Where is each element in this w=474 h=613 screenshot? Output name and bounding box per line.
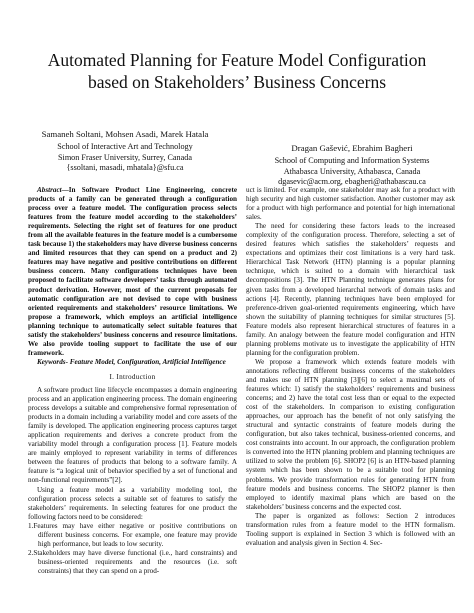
keywords: Keywords- Feature Model, Configuration, Artificial Intelligence — [37, 357, 226, 366]
abstract — [28, 186, 237, 358]
author-affiliation: School of Interactive Art and Technology — [57, 142, 193, 152]
body-paragraph: The need for considering these factors leads to the increased complexity of the configuration process. Therefore, selecting a set of desired features which satisfies the stakeholders’ requests and expectations and optimizes their cost limitations is a very hard task. Hierarchical Task Network (HTN) planning is a popular planning technique, which is suited to a domain with hierarchical task decompositions [3]. The HTN Planning technique generates plans for given tasks from a developed hierarchal network of domain tasks and actions [4]. Recently, planning techniques have been employed for preference-driven goal-oriented requirements engineering, which have shown the suitability of planning techniques for similar structures [5]. Feature models also represent hierarchical structures of features in a family. An analogy between the feature model configuration and HTN planning problems motivate us to investigate the applicability of HTN planning for the configuration problem. — [246, 222, 455, 357]
left-column — [28, 186, 237, 576]
body-paragraph: We propose a framework which extends feature models with annotations reflecting different business concerns of the stakeholders and makes use of HTN planning [3][6] to select a maximal sets of features which: 1) satisfy the stakeholders’ requirements and business concerns; and 2) have the total cost less than or equal to the expected cost of the stakeholders. In comparison to existing configuration approaches, our approach has the benefit of not only satisfying the structural and syntactic constraints of feature models during the configuration, but also takes technical, business-oriented concerns, and cost constraints into account. In our approach, the configuration problem is converted into the HTN planning problem and planning techniques are utilized to solve the problem [6]. SHOP2 [6] is an HTN-based planning system which has been shown to be a suitable tool for planning problems. We provide transformation rules for generating HTN from feature models and business concerns. The SHOP2 planner is then employed to identify maximal plans which are based on the stakeholders’ business concerns and the expected cost. — [246, 357, 455, 511]
intro-paragraph: A software product line lifecycle encompasses a domain engineering process and an application engineering process. The domain engineering process develops a suitable and comprehensive formal representation of products in a domain including a variability model and core assets of the family is developed. The application engineering process captures target application requirements and derives a concrete product from the variability model through a configuration process [1]. Feature models are mainly employed to represent variability in terms of differences between the features of products that belong to a software family. A feature is “a logical unit of behavior specified by a set of functional and non-functional requirements”[2]. — [28, 385, 237, 485]
paper-title: Automated Planning for Feature Model Configuration based on Stakeholders’ Business Concerns — [47, 50, 427, 92]
author-institution: Athabasca University, Athabasca, Canada — [283, 166, 421, 176]
list-item: 2.Stakeholders may have diverse functional (i.e., hard constraints) and business-oriented requirements and the resources (i.e. soft constraints) that they can spend on a prod- — [28, 548, 237, 575]
intro-paragraph: Using a feature model as a variability modeling tool, the configuration process selects a suitable set of features to satisfy the stakeholders’ requirements. In selecting features for one product the following factors need to be considered: — [28, 485, 237, 521]
body-paragraph: uct is limited. For example, one stakeholder may ask for a product with high security and high customer satisfaction. Another customer may ask for a product with high performance and potential for high international sales. — [246, 186, 455, 222]
author-institution: Simon Fraser University, Surrey, Canada — [57, 152, 192, 162]
author-names: Samaneh Soltani, Mohsen Asadi, Marek Hatala — [41, 129, 209, 139]
factor-list — [28, 522, 237, 576]
section-heading: I. Introduction — [109, 372, 156, 381]
author-block-right — [252, 143, 452, 188]
list-item: 1.Features may have either negative or positive contributions on different business concerns. For example, one feature may provide high performance, but leads to low security. — [28, 521, 237, 548]
author-block-left — [30, 129, 220, 174]
author-email: dgasevic@acm.org, ebagheri@athabascau.ca — [278, 177, 426, 187]
author-names: Dragan Gašević, Ebrahim Bagheri — [291, 143, 413, 153]
body-paragraph: The paper is organized as follows: Section 2 introduces transformation rules from a feature model to the HTN formalism. Tooling support is explained in Section 3 which is followed with an evaluation and analysis given in Section 4. Sec- — [246, 511, 455, 547]
author-affiliation: School of Computing and Information Systems — [274, 156, 430, 166]
abstract-body: In Software Product Line Engineering, concrete products of a family can be generated through a configuration process over a feature model. The configuration process selects features from the feature model according to the stakeholders’ requirements. Selecting the right set of features for one product from all the available features in the feature model is a cumbersome task because 1) the stakeholders may have diverse business concerns and limited resources that they can spend on a product and 2) features may have negative and positive contributions on different business concern. Many configurations techniques have been proposed to facilitate software developers’ tasks through automated product derivation. However, most of the current proposals for automatic configuration are not devised to cope with business oriented requirements and stakeholders’ resource limitations. We propose a framework, which employs an artificial intelligence planning technique to automatically select suitable features that satisfy the stakeholders’ business concerns and resource limitations. We also provide tooling support to facilitate the use of our framework. — [28, 186, 237, 357]
author-email: {ssoltani, masadi, mhatala}@sfu.ca — [66, 163, 184, 173]
right-column — [246, 186, 455, 548]
abstract-label: Abstract— — [37, 186, 69, 194]
